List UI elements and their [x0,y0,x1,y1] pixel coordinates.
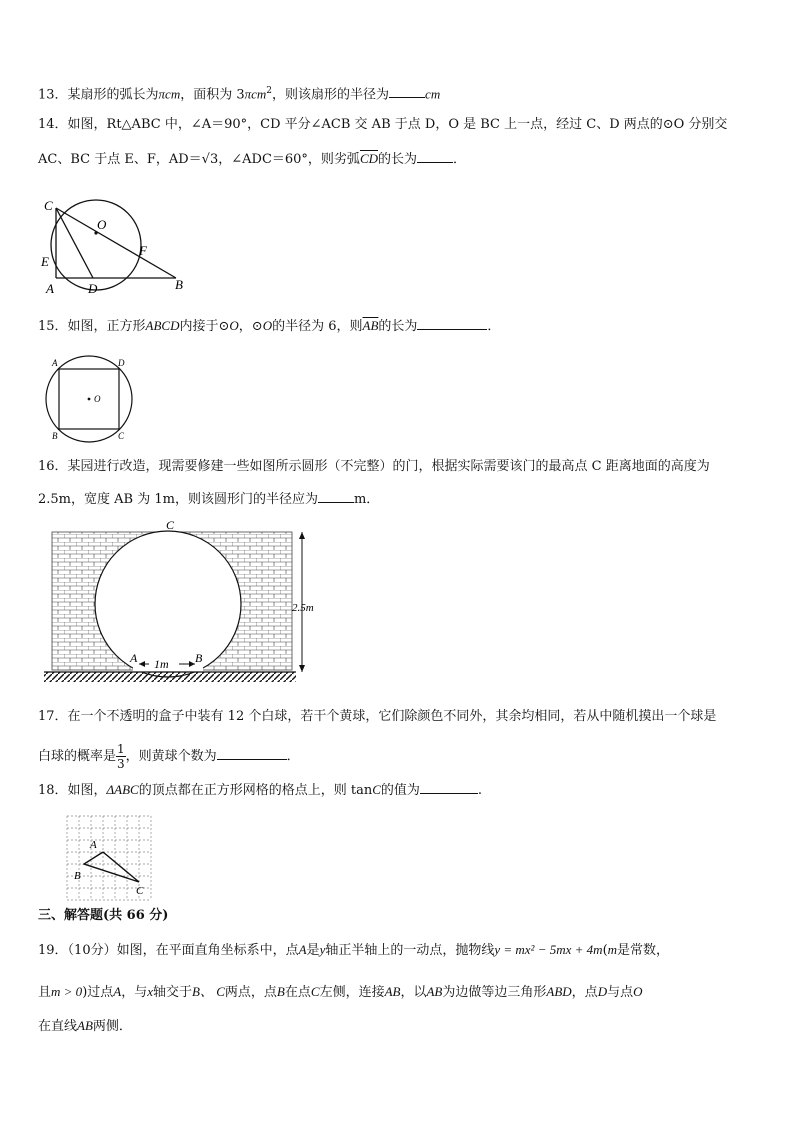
label-c: C [44,198,53,213]
question-16-line1: 16．某园进行改造，现需要修建一些如图所示圆形（不完整）的门，根据实际需要该门的最高点 C 距离地面的高度为 [38,459,710,474]
section-heading: 三、解答题(共 66 分) [38,908,169,923]
round-door [95,531,241,677]
label-b: B [195,651,203,665]
question-17-line1: 17．在一个不透明的盒子中装有 12 个白球，若干个黄球，它们除颜色不同外，其余均相同，若从中随机摸出一个球是 [38,709,717,724]
label-d: D [118,358,125,368]
label-b: B [74,870,81,882]
label-f: F [139,243,147,258]
question-14-line1: 14．如图，Rt△ABC 中，∠A＝90°，CD 平分∠ACB 交 AB 于点 D，O 是 BC 上一点，经过 C、D 两点的⊙O 分别交 [38,117,728,132]
figure-q15 [44,354,140,446]
question-19-line2: 且m > 0)过点A，与x轴交于B、 C两点，点B在点C左侧，连接AB，以AB为边做等边三角形ABD，点D与点O [38,984,643,1000]
label-c: C [118,431,125,441]
label-a: A [52,358,58,368]
fraction: $\frac{1}{3}$ [117,742,125,771]
figure-q14 [38,196,198,300]
question-17-line2: 白球的概率是 $\frac{1}{3}$ ，则黄球个数为 ． [38,742,300,771]
label-b: B [175,277,183,292]
figure-q18 [64,813,156,901]
label-e: E [41,254,49,269]
label-o: O [94,394,101,404]
answer-blank[interactable] [420,781,478,794]
question-14-line2: AC、BC 于点 E、F，AD＝√3，∠ADC＝60°，则劣弧$\overline{CD}$的长为 ． [38,151,467,167]
question-19-line3: 在直线AB两侧． [38,1018,132,1034]
label-a: A [130,651,138,665]
label-a: A [46,281,54,296]
label-c: C [166,518,175,532]
label-o: O [97,217,107,232]
question-16-line2: 2.5m，宽度 AB 为 1m，则该圆形门的半径应为 m． [38,492,380,507]
question-13: 13．某扇形的弧长为πcm，面积为 3πcm$^2$，则该扇形的半径为 cm [38,86,441,103]
label-a: A [90,839,97,851]
answer-blank[interactable] [417,317,487,330]
answer-blank[interactable] [389,85,425,98]
answer-blank[interactable] [417,150,453,163]
label-b: B [52,431,58,441]
question-18: 18．如图，ΔABC的顶点都在正方形网格的格点上，则 tanC的值为 . [38,782,483,798]
figure-q16 [40,518,330,690]
label-c: C [136,885,144,897]
answer-blank[interactable] [318,490,354,503]
answer-blank[interactable] [217,747,287,760]
question-19-line1: 19．（10分）如图，在平面直角坐标系中，点A是y轴正半轴上的一动点，抛物线y = mx² − 5mx + 4m(m是常数， [38,942,670,958]
label-height: 2.5m [292,602,314,614]
label-d: D [88,281,98,296]
question-15: 15．如图，正方形ABCD内接于⊙O，⊙O的半径为 6，则$\overline{AB}$的长为 ． [38,318,501,334]
label-width: 1m [154,657,169,671]
